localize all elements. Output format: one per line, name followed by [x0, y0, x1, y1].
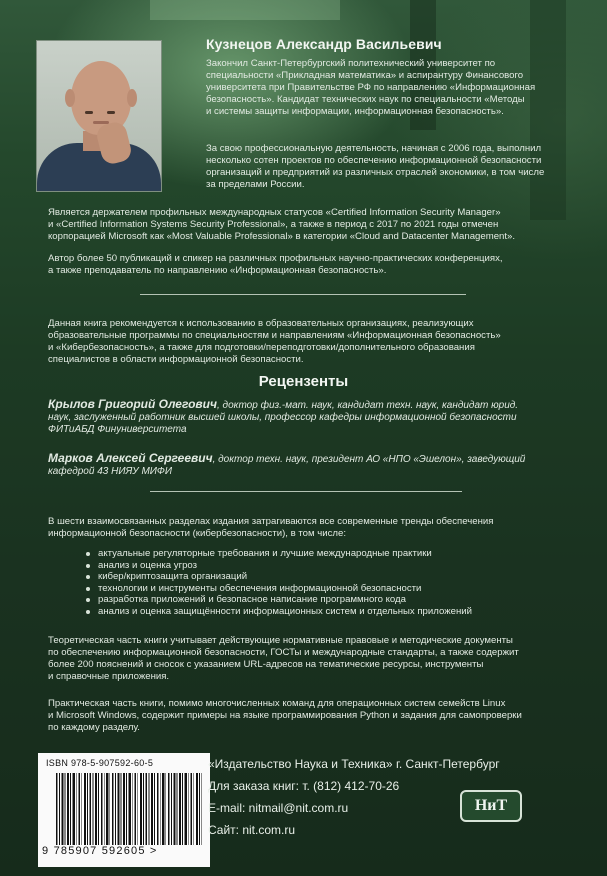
author-bio-certifications: Является держателем профильных международных статусов «Certified Information Security Manager» и «Certified Information Systems Security Professional», а также в период с 2017 по 2021 годы отмечен корпорацией Microsoft как «Most Valuable Professional» в категории «Cloud and Datacenter Management». — [48, 207, 516, 242]
list-item: разработка приложений и безопасное написание программного кода — [98, 594, 582, 606]
theory-text: Теоретическая часть книги учитывает действующие нормативные правовые и методические документы по обеспечению информационной безопасности, ГОСТы и международные стандарты, а также содержит более 200 пояснений и сносок с указанием URL-адресов на тематические ресурсы, инструменты и справочные приложения. — [48, 635, 519, 682]
topics-list — [82, 548, 582, 618]
author-name: Кузнецов Александр Васильевич — [206, 36, 442, 52]
decor-band — [150, 0, 340, 20]
publisher-phone: Для заказа книг: т. (812) 412-70-26 — [208, 779, 400, 793]
reviewer-2: Марков Алексей Сергеевич, доктор техн. наук, президент АО «НПО «Эшелон», заведующий кафедрой 43 НИЯУ МИФИ — [48, 451, 526, 477]
author-bio-education: Закончил Санкт-Петербургский политехнический университет по специальности «Прикладная математика» и аспирантуру Финансового университета при Правительстве РФ по направлению «Информационная безопасность». Кандидат технических наук по специальности «Методы и системы защиты информации, информационная безопасность». — [206, 58, 536, 117]
publisher-logo: НиТ — [460, 790, 522, 822]
reviewers-title: Рецензенты — [258, 373, 349, 390]
author-bio-publications: Автор более 50 публикаций и спикер на различных профильных научно-практических конференциях, а также преподаватель по направлению «Информационная безопасность». — [48, 253, 503, 276]
list-item: актуальные регуляторные требования и лучшие международные практики — [98, 548, 582, 560]
barcode — [56, 773, 202, 845]
publisher-site: Сайт: nit.com.ru — [208, 823, 296, 837]
list-item: анализ и оценка защищённости информационных систем и отдельных приложений — [98, 606, 582, 618]
isbn-barcode-box — [38, 753, 210, 867]
list-item: технологии и инструменты обеспечения информационной безопасности — [98, 583, 582, 595]
publisher-name: «Издательство Наука и Техника» г. Санкт-Петербург — [208, 757, 500, 771]
contents-intro: В шести взаимосвязанных разделах издания затрагиваются все современные тренды обеспечения информационной безопасности (кибербезопасности), в том числе: — [48, 516, 494, 539]
isbn-label: ISBN 978-5-907592-60-5 — [46, 758, 154, 768]
author-bio-experience: За свою профессиональную деятельность, начиная с 2006 года, выполнил несколько сотен проектов по обеспечению информационной безопасности организаций и предприятий из различных отраслей экономики, в том числе за пределами России. — [206, 143, 545, 190]
divider — [150, 491, 462, 492]
publisher-email: E-mail: nitmail@nit.com.ru — [208, 801, 349, 815]
reviewer-1-name: Крылов Григорий Олегович — [48, 397, 217, 411]
list-item: анализ и оценка угроз — [98, 560, 582, 572]
recommendation-text: Данная книга рекомендуется к использованию в образовательных организациях, реализующих образовательные программы по специальностям и направлениям «Информационная безопасность» и «Кибербезопасность», а также для подготовки/переподготовки/дополнительного образования специалистов в области информационной безопасности. — [48, 318, 501, 365]
divider — [140, 294, 466, 295]
reviewer-1: Крылов Григорий Олегович, доктор физ.-мат. наук, кандидат техн. наук, кандидат юрид. наук, заслуженный работник высшей школы, профессор кафедры информационной безопасности ФИТиАБД Финуниверситета — [48, 397, 519, 435]
list-item: кибер/криптозащита организаций — [98, 571, 582, 583]
reviewer-2-name: Марков Алексей Сергеевич — [48, 451, 213, 465]
barcode-digits: 9 785907 592605 > — [42, 845, 158, 857]
practice-text: Практическая часть книги, помимо многочисленных команд для операционных систем семейств Linux и Microsoft Windows, содержит примеры на языке программирования Python и задания для самопроверки по каждому разделу. — [48, 698, 522, 733]
author-photo — [36, 40, 162, 192]
